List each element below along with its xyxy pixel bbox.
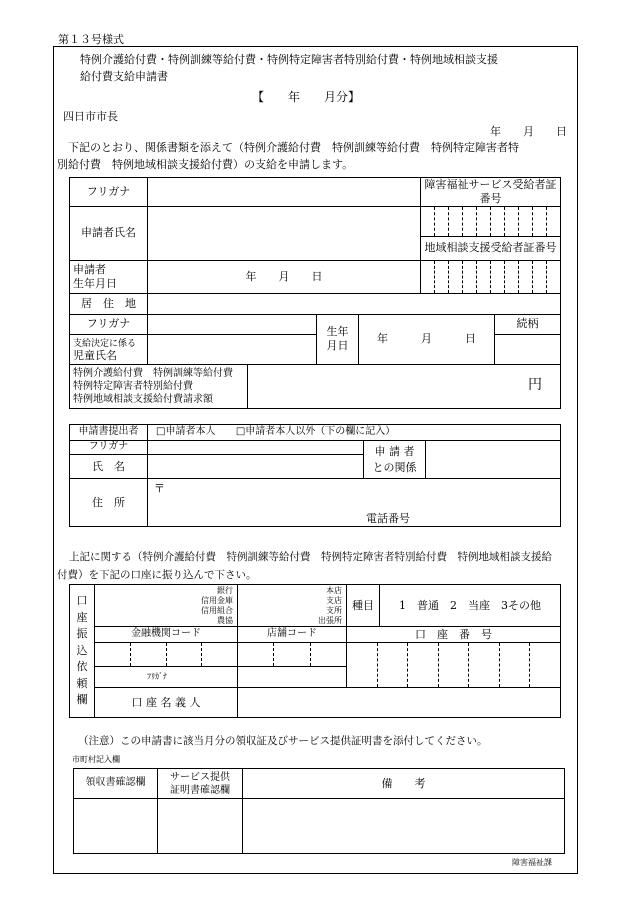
intro-line2: 別給付費 特例地域相談支援給付費）の支給を申請します。 [57, 158, 354, 171]
form-number: 第１３号様式 [58, 33, 124, 46]
applicant-furigana-label: フリガナ [70, 178, 148, 207]
child-furigana-label: フリガナ [70, 314, 148, 334]
submitter-address-field[interactable] [148, 479, 561, 527]
attachment-note: （注意）この申請書に該当月分の領収証及びサービス提供証明書を添付してください。 [78, 735, 488, 747]
chiiki-cert-field[interactable] [421, 260, 561, 293]
submitter-furigana-field[interactable] [148, 441, 364, 455]
child-name-field[interactable] [148, 334, 317, 364]
applicant-table [69, 177, 561, 409]
relation-label: 続柄 [495, 314, 561, 334]
service-check-label: サービス提供 証明書確認欄 [158, 769, 243, 799]
applicant-name-label: 申請者氏名 [70, 206, 148, 260]
form-title-line2: 給付費支給申請書 [80, 70, 168, 83]
claim-amount-label: 特例介護給付費 特例訓練等給付費 特例特定障害者特別給付費 特例地域相談支援給付費請求額 [70, 364, 248, 408]
child-birth-field[interactable]: 年 月 日 [359, 314, 495, 364]
residence-label: 居 住 地 [70, 293, 148, 314]
applicant-name-field[interactable] [148, 206, 421, 260]
form-title-line1: 特例介護給付費・特例訓練等給付費・特例特定障害者特別給付費・特例地域相談支援 [80, 53, 498, 66]
child-name-label: 支給決定に係る 児童氏名 [70, 334, 148, 364]
branch-name-field[interactable]: 本店 支店 支所 出張所 [238, 585, 347, 627]
submitter-other-checkbox[interactable]: □申請者本人以外（下の欄に記入） [235, 426, 396, 438]
submitter-self-checkbox[interactable]: □申請者本人 [156, 426, 216, 438]
applicant-birth-label: 申請者 生年月日 [70, 260, 148, 293]
cert-number-field[interactable] [421, 206, 561, 236]
receipt-check-field[interactable] [74, 799, 158, 854]
submitter-options [148, 425, 561, 441]
account-number-label: 口 座 番 号 [347, 627, 561, 643]
submitter-relation-label: 申 請 者 との関係 [364, 441, 426, 479]
relation-field[interactable] [495, 334, 561, 364]
period-heading: 【 年 月分】 [252, 90, 361, 104]
submitter-label: 申請書提出者 [70, 425, 148, 441]
remarks-label: 備 考 [243, 769, 565, 799]
office-section-label: 市町村記入欄 [72, 755, 120, 764]
department-label: 障害福祉課 [512, 858, 552, 867]
chiiki-cert-label: 地域相談支援受給者証番号 [421, 236, 561, 260]
holder-furigana-label: ﾌﾘｶﾞﾅ [95, 667, 238, 688]
applicant-birth-field[interactable]: 年 月 日 [148, 260, 421, 293]
applicant-furigana-field[interactable] [148, 178, 421, 207]
bank-table [69, 584, 561, 718]
submitter-table [69, 424, 561, 527]
branch-code-label: 店舗コード [238, 627, 347, 643]
transfer-line1: 上記に関する（特例介護給付費 特例訓練等給付費 特例特定障害者特別給付費 特例地域相談支援給 [69, 551, 552, 563]
account-type-options[interactable]: 1 普通 2 当座 3その他 [380, 585, 561, 627]
account-type-label: 種目 [347, 585, 380, 627]
bank-code-label: 金融機関コード [95, 627, 238, 643]
claim-amount-field[interactable]: 円 [248, 364, 561, 408]
submitter-address-label: 住 所 [70, 479, 148, 527]
intro-line1: 下記のとおり、関係書類を添えて（特例介護給付費 特例訓練等給付費 特例特定障害者特 [68, 141, 519, 154]
holder-field[interactable] [238, 688, 561, 718]
postal-mark: 〒 [154, 482, 165, 495]
submitter-name-field[interactable] [148, 455, 364, 479]
holder-furigana-field[interactable] [238, 667, 347, 688]
submitter-relation-field[interactable] [426, 441, 561, 479]
bank-side-label: 口 座 振 込 依 頼 欄 [70, 585, 95, 718]
office-table [73, 768, 565, 854]
bank-name-field[interactable]: 銀行 信用金庫 信用組合 農協 [95, 585, 238, 627]
child-birth-label: 生年 月日 [317, 314, 359, 364]
branch-code-field[interactable] [238, 643, 347, 667]
submitter-name-label: 氏 名 [70, 455, 148, 479]
date-line: 年 月 日 [490, 125, 567, 138]
receipt-check-label: 領収書確認欄 [74, 769, 158, 799]
cert-number-label: 障害福祉サービス受給者証番号 [421, 178, 561, 207]
submitter-furigana-label: フリガナ [70, 441, 148, 455]
residence-field[interactable] [148, 293, 561, 314]
service-check-field[interactable] [158, 799, 243, 854]
holder-label: 口 座 名 義 人 [95, 688, 238, 718]
phone-label: 電話番号 [366, 512, 410, 525]
transfer-line2: 付費）を下記の口座に振り込んで下さい。 [57, 569, 257, 581]
bank-code-field[interactable] [95, 643, 238, 667]
remarks-field[interactable] [243, 799, 565, 854]
account-number-field[interactable] [347, 643, 561, 688]
child-furigana-field[interactable] [148, 314, 317, 334]
addressee: 四日市市長 [63, 110, 118, 123]
